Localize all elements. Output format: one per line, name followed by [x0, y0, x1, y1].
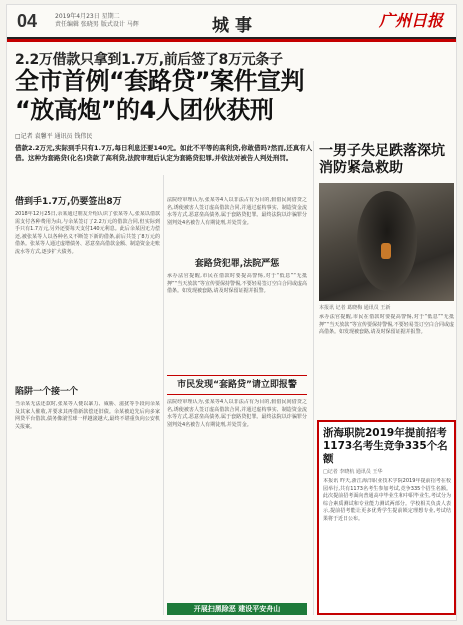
dateline-date: 2019年4月23日 星期二: [55, 13, 120, 20]
body-column-4: 法院经审理认为,张某等4人以非法占有为目的,假借民间借贷之名,诱使被害人签订虚高借款合同,并通过虚构事实、制造资金流水等方式,恶意垒高债务,属于套路贷犯罪。最终法院以诈骗罪分别判处4名被告人有期徒刑,并处罚金。: [167, 399, 307, 428]
column-divider-1: [163, 175, 164, 615]
main-lede: 借款2.2万元,实际到手只有1.7万,每日利息还要140元。如此不平等的高利贷,你敢借吗?然而,还真有人借。这种为套路贷(化名)贷款了高利贷,法院审理后认定为套路贷犯罪,并依法对被告人判处刑罚。: [15, 144, 313, 162]
header-rule: [7, 39, 457, 42]
subhead-2: 陷阱一个接一个: [15, 387, 79, 397]
subhead-3: 套路贷犯罪,法院严惩: [194, 259, 280, 269]
photo-credit: 本报讯 记者 葛晓梅 通讯员 王新: [319, 305, 391, 311]
page-header: [7, 5, 457, 39]
rescuer-figure: [381, 243, 391, 259]
pit-shaft: [357, 191, 417, 291]
main-headline-line-2: “放高炮”的4人团伙获刑: [15, 96, 274, 124]
body-column-2: 当余某无法还款时,张某等人便以暴力、威胁、滋扰等手段向余某及其家人催收,并要求其再借新款偿还旧债。余某被迫先后向多家网贷平台借款,债务像滚雪球一样越滚越大,最终不堪重负向公安机关报案。: [15, 401, 160, 430]
slogan-banner: 开展扫黑除恶 建设平安舟山: [167, 603, 307, 615]
boxed-story-body: 本报讯 昨天,浙江海洋职业技术学院2019年提前招考在校园举行,共有1173名考生参加考试,竞争335个招生名额。此次提前招考面向普通高中毕业生和中职毕业生,考试分为综合素质测试和专业能力测试两部分。学校相关负责人表示,提前招考能让更多优秀学生提前锁定理想专业,考试结果将于近日公布。: [323, 478, 451, 522]
boxed-story-byline: □记者 李晓杭 通讯员 王华: [323, 469, 383, 475]
subhead-1: 借到手1.7万,仍要签出8万: [15, 197, 122, 207]
main-byline: □记者 袁馨平 通讯员 钱伟民: [15, 133, 93, 140]
body-column-1: 2018年12月25日,余某通过朋友介绍认识了张某等人,张某以借款需支付各种费用为由,与余某签订了2.2万元的借款合同,但实际到手只有1.7万元,另外还要每天支付140元利息。此后余某因无力偿还,被张某等人以各种名义不断签下新的借条,前后共签了8万元的借条。张某等人通过虚增债务、恶意垒高借款金额、制造资金走账流水等方式,逐步扩大债务。: [15, 211, 160, 255]
newspaper-page: [6, 4, 457, 621]
subhead-box: [167, 375, 307, 395]
column-divider-2: [313, 141, 314, 615]
rescue-photo: [319, 183, 454, 301]
main-headline: [15, 67, 445, 125]
dateline-editors: 责任编辑 张晓男 版式设计 马辉: [55, 21, 139, 28]
photo-story-body: 承办法官提醒,市民在借款时要提高警惕,对于“低息”“无抵押”“当天放款”等宣传要保持警惕,不要轻易签订空白合同或虚高借条。如发现被套路,请及时保留证据并报警。: [319, 314, 454, 336]
section-title: 城事: [212, 16, 258, 36]
masthead-logo: 广州日报: [379, 11, 444, 30]
photo-story-headline: 一男子失足跌落深坑消防紧急救助: [319, 143, 445, 176]
body-column-3a: 法院经审理认为,张某等4人以非法占有为目的,假借民间借贷之名,诱使被害人签订虚高借款合同,并通过虚构事实、制造资金流水等方式,恶意垒高债务,属于套路贷犯罪。最终法院以诈骗罪分别判处4名被告人有期徒刑,并处罚金。: [167, 197, 307, 226]
main-kicker: 2.2万借款只拿到1.7万,前后签了8万元条子: [15, 52, 283, 68]
page-number: 04: [17, 11, 38, 31]
dateline: [55, 13, 139, 29]
body-column-3b: 承办法官提醒,市民在借款时要提高警惕,对于“低息”“无抵押”“当天放款”等宣传要保持警惕,不要轻易签订空白合同或虚高借条。如发现被套路,请及时保留证据并报警。: [167, 273, 307, 295]
subhead-4: 市民发现“套路贷”请立即报警: [177, 380, 297, 390]
boxed-story-headline: 浙海职院2019年提前招考1173名考生竞争335个名额: [323, 427, 448, 465]
main-headline-line-1: 全市首例“套路贷”案件宣判: [15, 67, 305, 95]
